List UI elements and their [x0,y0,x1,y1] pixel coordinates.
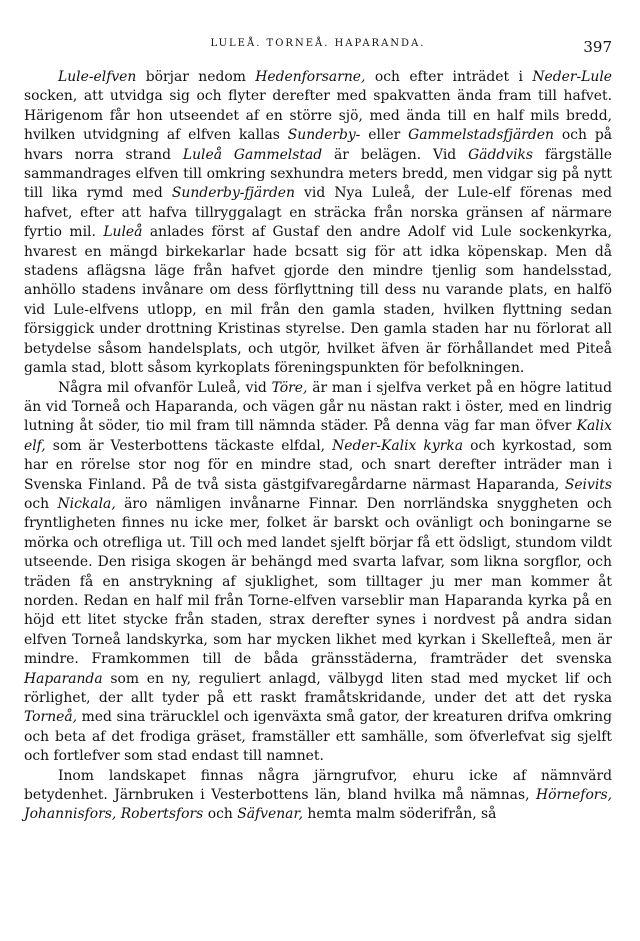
text-run: som är Vesterbottens täckaste elfdal, [45,437,333,454]
italic-term: Gammelstadsfjärden [408,127,554,144]
italic-term: Gäddviks [468,146,534,163]
italic-term: Töre, [271,379,308,396]
italic-term: Torneå, [24,709,78,726]
text-run: hemta malm söderifrån, så [302,806,497,823]
text-run: börjar nedom [136,69,256,85]
paragraph [24,379,612,767]
italic-term: Kalix elf, [24,418,612,454]
running-title: LULEÅ. TORNEÅ. HAPARANDA. [210,38,426,49]
italic-term: Seivits [564,476,612,493]
page-header [24,38,612,60]
text-run: socken, att utvidga sig och flyter derefter med spakvatten ända fram till hafvet. Härigenom får hon utseendet af en större sjö, med ända till en half mils bredd, hvilken utvidgning af elfven kallas [24,88,612,144]
text-run: anlades först af Gustaf den andre Adolf vid Lule sockenkyrka, hvarest en mängd birkekarlar hade bcsatt sig för att idka köpenskap. Men då stadens aflägsna läge från hafvet gjorde den mindre tjenlig som handelsstad, anhöllo stadens invånare om dess förflyttning till dess nu varande plats, en halfö vid Lule-elfvens utlopp, en mil från den gamla staden, hvilken flyttning sedan försiggick under drottning Kristinas styrelse. Den gamla staden har nu förlorat all betydelse såsom handelsplats, och utgör, hvilket äfven är förhållandet med Piteå gamla stad, blott såsom kyrkoplats föreningspunkten för befolkningen. [24,224,612,377]
page-body [24,68,612,825]
text-run: vid Nya Luleå, der Lule-elf förenas med hafvet, efter att hafva tillryggalagt en sträcka från norska gränsen af närmare fyrtio mil. [24,185,612,241]
text-run: och efter inträdet i [365,69,533,85]
text-run: eller [360,127,409,144]
page-number: 397 [583,38,612,56]
italic-term: Luleå [103,224,143,241]
italic-term: Nickala, [57,495,116,512]
text-run: Inom landskapet finnas några järngrufvor, ehuru icke af nämnvärd betydenhet. Järnbruken i Vesterbottens län, bland hvilka må nämnas, [24,767,612,804]
paragraph [24,767,612,825]
text-run: Några mil ofvanför Luleå, vid [58,379,272,396]
text-run: färgställe sammandrages elfven till omkring sexhundra meters bredd, men vidgar sig på nytt till lika rymd med [24,146,613,202]
italic-term: Lule-elfven [58,69,137,85]
italic-term: Haparanda [24,670,103,687]
text-run: och kyrkostad, som har en rörelse stor nog för en mindre stad, och snart derefter inträder man i Svenska Finland. På de två sista gästgifvaregårdarne närmast Haparanda, [24,437,613,493]
text-run: med sina trärucklel och igenväxta små gator, der kreaturen drifva omkring och beta af det frodiga gräset, framställer ett samhälle, som öfverlefvat sig sjelft och fortlefver som stad endast till namnet. [24,709,612,765]
italic-term: Hörnefors, Johannisfors, Robertsfors [24,787,612,823]
italic-term: Neder-Lule [532,69,612,85]
paragraph [24,68,612,379]
text-run: och [203,806,238,823]
text-run: och [24,495,58,512]
italic-term: Sunderby- [287,127,361,144]
text-run: är belägen. Vid [322,146,469,163]
italic-term: Neder-Kalix kyrka [332,437,464,454]
italic-term: Hedenforsarne, [255,69,366,85]
italic-term: Luleå Gammelstad [182,146,323,163]
text-run: äro nämligen invånarne Finnar. Den norrländska snyggheten och fryntligheten finnes nu icke mer, folket är barskt och ovänligt och boningarne se mörka och otrefliga ut. Till och med landet sjelft börjar få ett ödsligt, stundom vildt utseende. Den risiga skogen är behängd med svarta lafvar, som likna sorgflor, och träden få en anstrykning af sjuklighet, som tilltager ju mer man kommer åt norden. Redan en half mil från Torne-elfven varseblir man Haparanda kyrka på en höjd ett litet stycke från staden, strax derefter synes i nordvest på andra sidan elfven Torneå landskyrka, som har mycken likhet med kyrkan i Skellefteå, men är mindre. Framkommen till de båda gränsstäderna, framträder det svenska [24,495,612,668]
text-run: är man i sjelfva verket på en högre latitud än vid Torneå och Haparanda, och vägen går nu nästan rakt i öster, med en lindrig lutning åt söder, tio mil fram till nämnda städer. På denna väg far man öfver [24,379,612,435]
italic-term: Sunderby-fjärden [171,185,295,202]
italic-term: Säfvenar, [237,806,303,823]
text-run: som en ny, reguliert anlagd, välbygd liten stad med mycket lif och rörlighet, der allt tyder på ett raskt framåtskridande, under det att det ryska [24,670,612,706]
text-run: och på hvars norra strand [24,127,612,163]
